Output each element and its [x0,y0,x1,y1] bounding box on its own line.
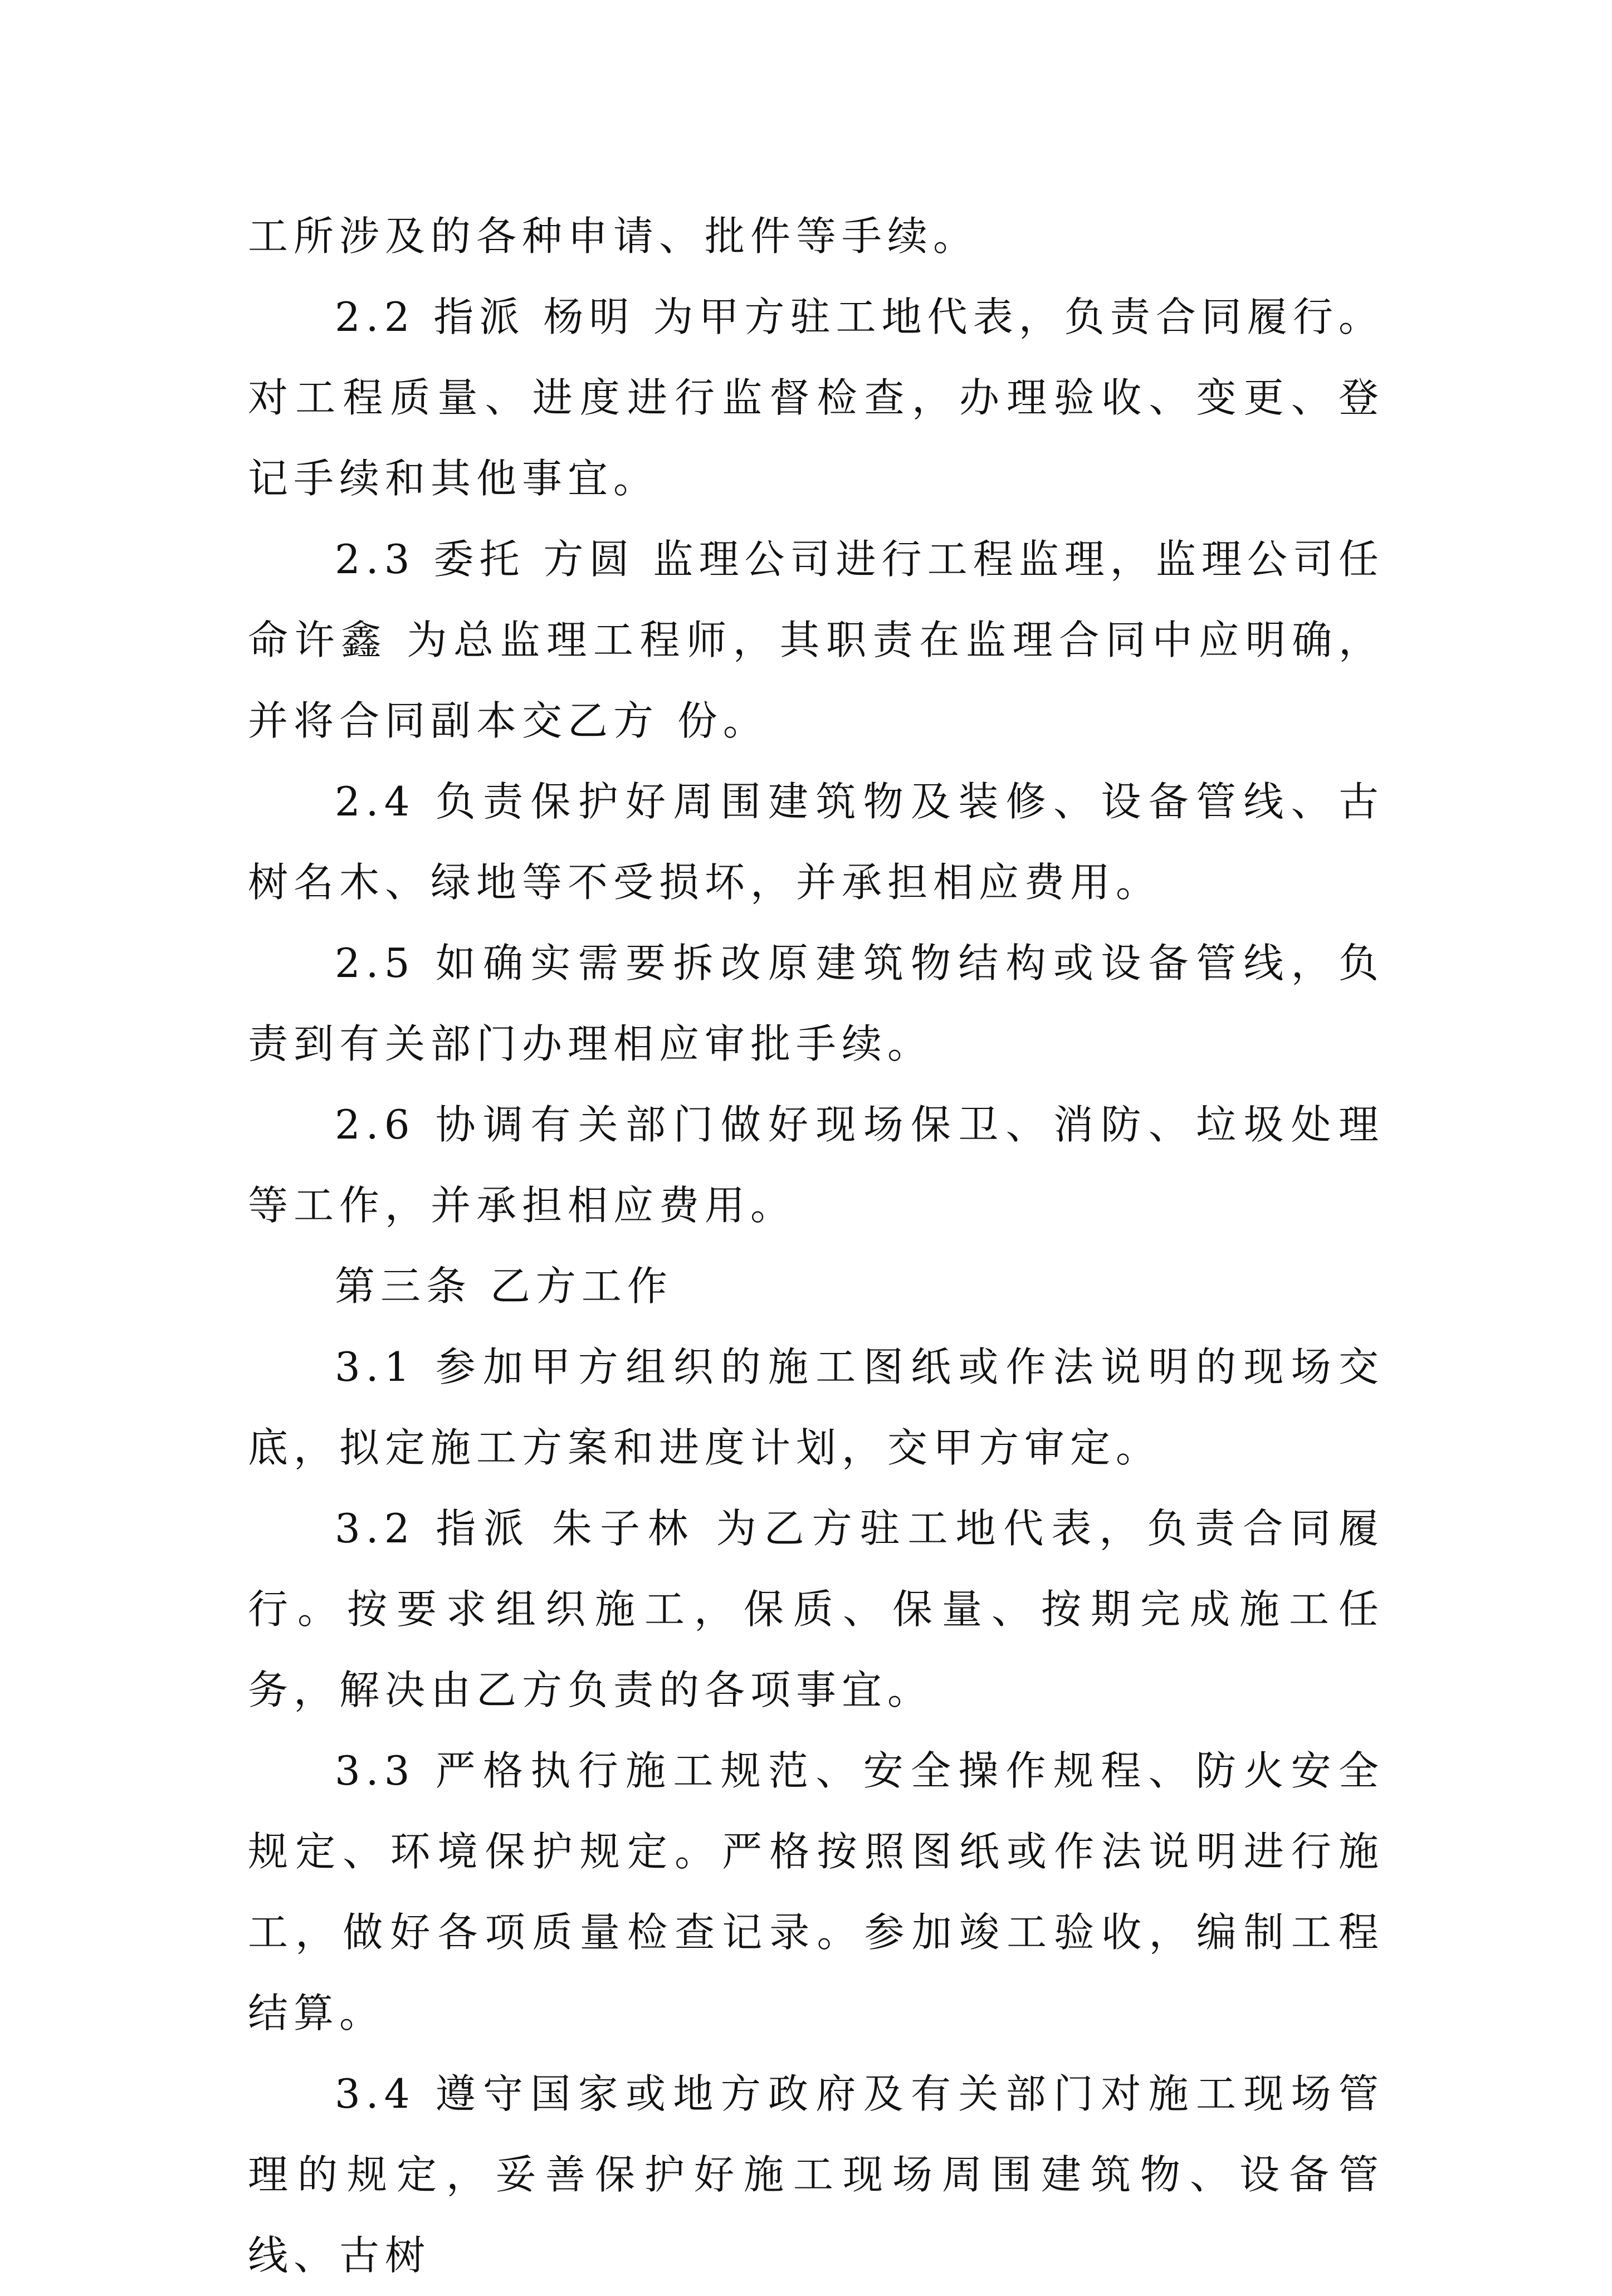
section-heading-article-3: 第三条 乙方工作 [335,1263,673,1310]
paragraph-3-4: 3.4 遵守国家或地方政府及有关部门对施工现场管理的规定，妥善保护好施工现场周围建筑物、设备管线、古树 [248,2070,1384,2279]
paragraph-2-6: 2.6 协调有关部门做好现场保卫、消防、垃圾处理等工作，并承担相应费用。 [248,1101,1384,1229]
paragraph-2-5: 2.5 如确实需要拆改原建筑物结构或设备管线，负责到有关部门办理相应审批手续。 [248,940,1384,1067]
paragraph-continuation: 工所涉及的各种申请、批件等手续。 [248,213,979,260]
paragraph-3-3: 3.3 严格执行施工规范、安全操作规程、防火安全规定、环境保护规定。严格按照图纸或作法说明进行施工，做好各项质量检查记录。参加竣工验收，编制工程结算。 [248,1747,1384,2036]
paragraph-2-4: 2.4 负责保护好周围建筑物及装修、设备管线、古树名木、绿地等不受损坏，并承担相应费用。 [248,778,1384,906]
document-page [248,196,1384,2296]
paragraph-3-1: 3.1 参加甲方组织的施工图纸或作法说明的现场交底，拟定施工方案和进度计划，交甲方审定。 [248,1344,1384,1471]
paragraph-2-3: 2.3 委托 方圆 监理公司进行工程监理，监理公司任命许鑫 为总监理工程师，其职责在监理合同中应明确，并将合同副本交乙方 份。 [248,536,1384,744]
paragraph-2-2: 2.2 指派 杨明 为甲方驻工地代表，负责合同履行。对工程质量、进度进行监督检查，办理验收、变更、登记手续和其他事宜。 [248,294,1384,502]
paragraph-3-2: 3.2 指派 朱子林 为乙方驻工地代表，负责合同履行。按要求组织施工，保质、保量、按期完成施工任务，解决由乙方负责的各项事宜。 [248,1505,1384,1713]
